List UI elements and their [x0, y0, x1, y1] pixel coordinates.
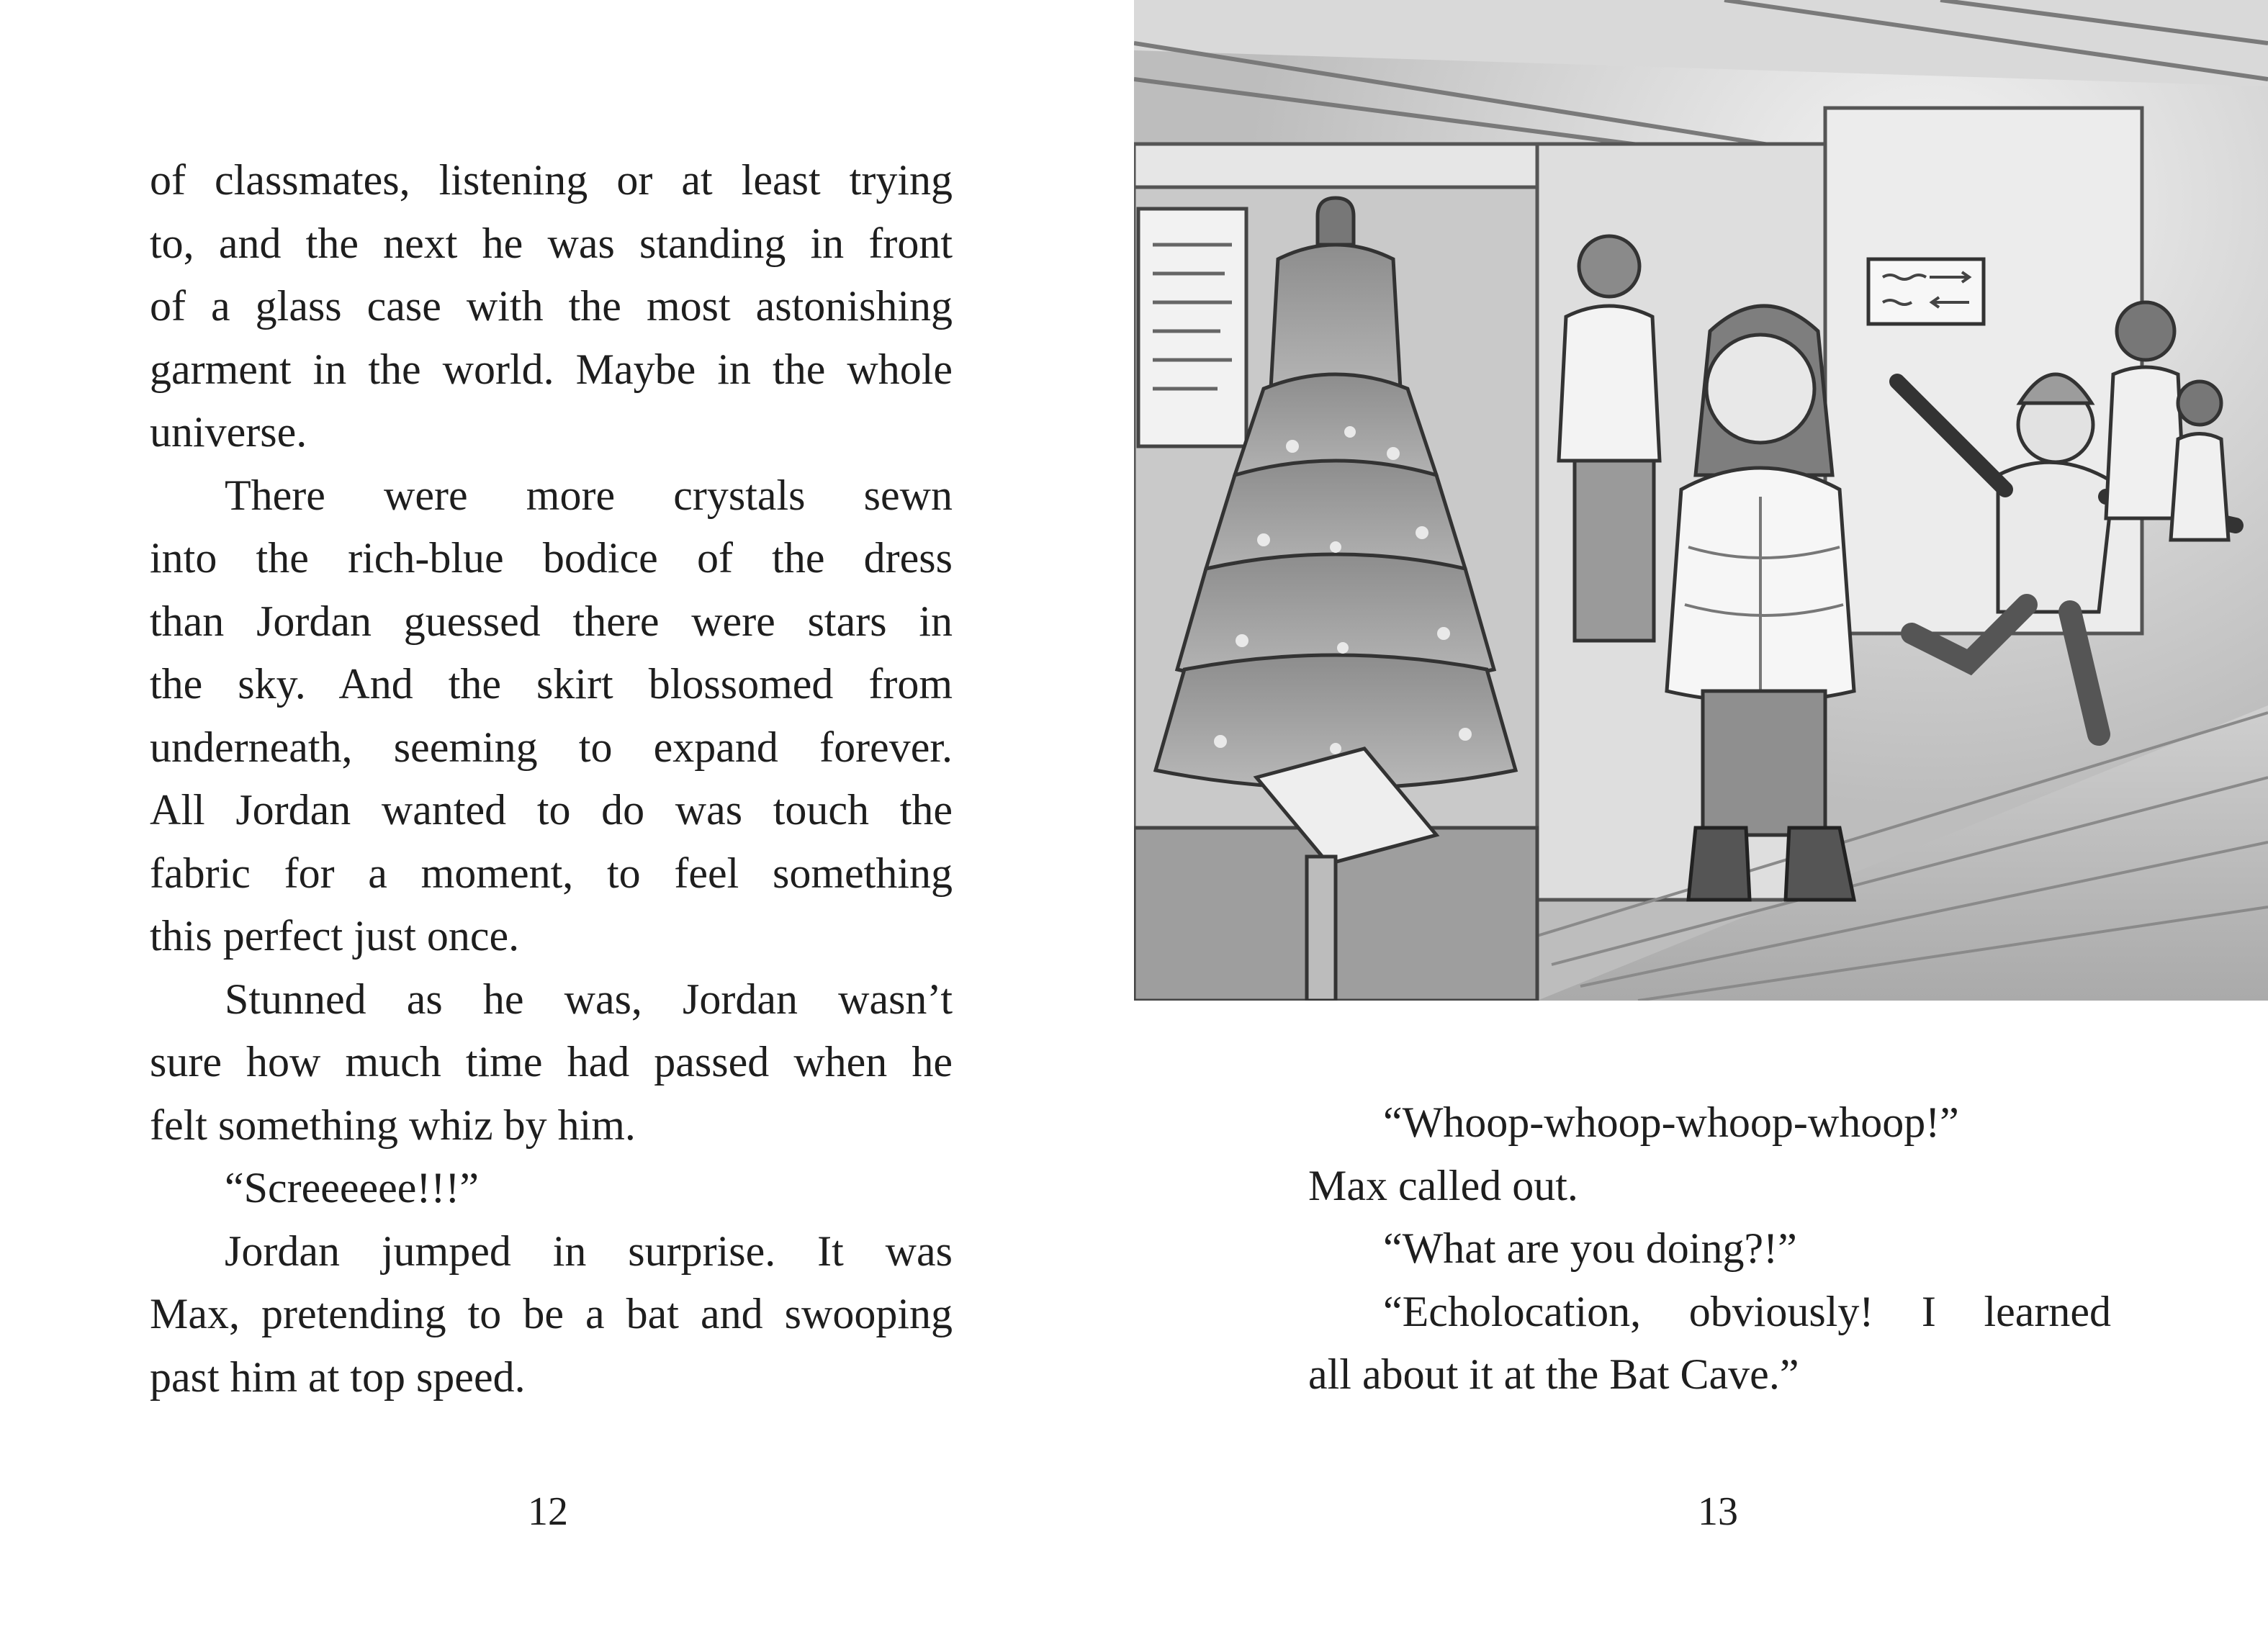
left-page-text	[150, 149, 953, 1409]
text-line: fabric for a moment, to feel something	[150, 849, 953, 897]
right-page-text	[1308, 1091, 2111, 1407]
text-line: felt something whiz by him.	[150, 1101, 636, 1149]
text-line: “Echolocation, obviously! I learned	[1383, 1287, 2111, 1335]
page-number: 13	[1698, 1489, 1738, 1534]
text-line: All Jordan wanted to do was touch the	[150, 786, 953, 834]
text-line: underneath, seeming to expand forever.	[150, 723, 953, 771]
text-line: past him at top speed.	[150, 1353, 526, 1401]
text-line: “Screeeeee!!!”	[225, 1164, 479, 1211]
text-line: into the rich-blue bodice of the dress	[150, 534, 953, 582]
right-page	[1134, 0, 2268, 1647]
text-line: Max, pretending to be a bat and swooping	[150, 1290, 953, 1337]
text-line: “What are you doing?!”	[1383, 1224, 1797, 1272]
text-line: universe.	[150, 408, 307, 456]
text-line: all about it at the Bat Cave.”	[1308, 1350, 1799, 1398]
text-line: Stunned as he was, Jordan wasn’t	[225, 975, 953, 1023]
text-line: of classmates, listening or at least trying	[150, 156, 953, 204]
text-line: Jordan jumped in surprise. It was	[225, 1227, 953, 1275]
text-line: garment in the world. Maybe in the whole	[150, 345, 953, 393]
text-line: There were more crystals sewn	[225, 471, 953, 519]
text-line: than Jordan guessed there were stars in	[150, 597, 953, 645]
text-line: “Whoop-whoop-whoop-whoop!”	[1383, 1098, 1959, 1146]
museum-scene-illustration	[1134, 0, 2268, 1008]
text-line: the sky. And the skirt blossomed from	[150, 660, 953, 708]
text-line: to, and the next he was standing in front	[150, 219, 953, 267]
text-line: Max called out.	[1308, 1161, 1578, 1209]
page-number: 12	[528, 1489, 568, 1534]
text-line: sure how much time had passed when he	[150, 1038, 953, 1086]
text-line: this perfect just once.	[150, 912, 520, 960]
text-line: of a glass case with the most astonishing	[150, 282, 953, 330]
